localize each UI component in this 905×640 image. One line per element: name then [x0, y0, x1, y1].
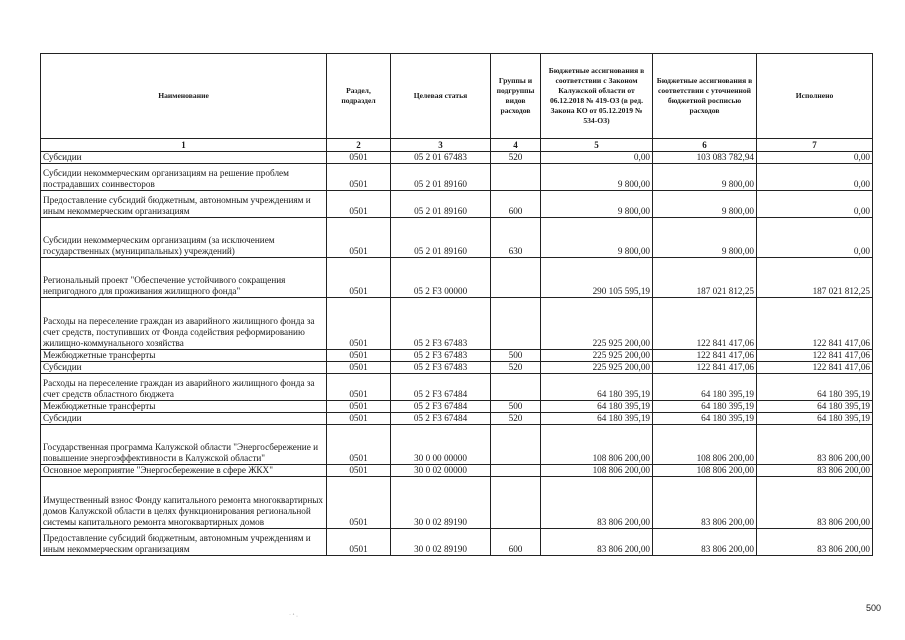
row-name: Имущественный взнос Фонду капитального ремонта многоквартирных домов Калужской области в целях функционирования региональной системы капитального ремонта многоквартирных домов — [41, 477, 327, 529]
row-section: 0501 — [327, 477, 391, 529]
table-row — [41, 164, 873, 191]
row-group: 520 — [491, 413, 541, 425]
header-refined: Бюджетные ассигнования в соответствии с уточненной бюджетной росписью расходов — [653, 54, 757, 139]
row-name: Государственная программа Калужской области "Энергосбережение и повышение энергоэффективности в Калужской области" — [41, 425, 327, 465]
table-row — [41, 413, 873, 425]
row-refined-amount: 187 021 812,25 — [653, 258, 757, 298]
row-law-amount: 9 800,00 — [541, 218, 653, 258]
table-row — [41, 401, 873, 413]
row-section: 0501 — [327, 413, 391, 425]
row-group — [491, 425, 541, 465]
row-section: 0501 — [327, 298, 391, 350]
table-row — [41, 152, 873, 164]
row-refined-amount: 9 800,00 — [653, 218, 757, 258]
row-group — [491, 374, 541, 401]
row-target: 05 2 F3 67484 — [391, 374, 491, 401]
row-executed-amount: 64 180 395,19 — [757, 401, 873, 413]
row-executed-amount: 0,00 — [757, 152, 873, 164]
table-row — [41, 218, 873, 258]
row-executed-amount: 83 806 200,00 — [757, 529, 873, 556]
row-refined-amount: 103 083 782,94 — [653, 152, 757, 164]
row-target: 30 0 02 89190 — [391, 477, 491, 529]
row-target: 05 2 01 89160 — [391, 218, 491, 258]
row-target: 05 2 F3 67483 — [391, 362, 491, 374]
row-law-amount: 64 180 395,19 — [541, 374, 653, 401]
budget-table — [40, 53, 873, 556]
page-number: 500 — [866, 603, 882, 613]
row-target: 30 0 00 00000 — [391, 425, 491, 465]
row-name: Субсидии некоммерческим организациям на решение проблем пострадавших соинвесторов — [41, 164, 327, 191]
row-name: Предоставление субсидий бюджетным, автономным учреждениям и иным некоммерческим организациям — [41, 529, 327, 556]
row-name: Основное мероприятие "Энергосбережение в сфере ЖКХ" — [41, 465, 327, 477]
row-refined-amount: 83 806 200,00 — [653, 477, 757, 529]
row-section: 0501 — [327, 152, 391, 164]
header-law: Бюджетные ассигнования в соответствии с Законом Калужской области от 06.12.2018 № 419-ОЗ (в ред. Закона КО от 05.12.2019 № 534-ОЗ) — [541, 54, 653, 139]
row-executed-amount: 0,00 — [757, 191, 873, 218]
scan-artifact: ˙ ˚ · — [289, 614, 298, 620]
row-name: Субсидии — [41, 413, 327, 425]
row-group: 630 — [491, 218, 541, 258]
row-refined-amount: 9 800,00 — [653, 191, 757, 218]
row-section: 0501 — [327, 425, 391, 465]
budget-sheet — [40, 53, 872, 556]
row-group — [491, 164, 541, 191]
row-law-amount: 225 925 200,00 — [541, 362, 653, 374]
row-refined-amount: 9 800,00 — [653, 164, 757, 191]
row-law-amount: 64 180 395,19 — [541, 401, 653, 413]
header-executed: Исполнено — [757, 54, 873, 139]
column-number-row — [41, 139, 873, 152]
row-refined-amount: 64 180 395,19 — [653, 374, 757, 401]
table-row — [41, 258, 873, 298]
header-name: Наименование — [41, 54, 327, 139]
row-name: Расходы на переселение граждан из аварийного жилищного фонда за счет средств областного бюджета — [41, 374, 327, 401]
column-number: 2 — [327, 139, 391, 152]
row-executed-amount: 187 021 812,25 — [757, 258, 873, 298]
row-group: 600 — [491, 529, 541, 556]
row-name: Субсидии — [41, 362, 327, 374]
row-refined-amount: 108 806 200,00 — [653, 465, 757, 477]
row-law-amount: 108 806 200,00 — [541, 425, 653, 465]
row-section: 0501 — [327, 350, 391, 362]
row-name: Субсидии некоммерческим организациям (за исключением государственных (муниципальных) учреждений) — [41, 218, 327, 258]
row-section: 0501 — [327, 374, 391, 401]
row-executed-amount: 122 841 417,06 — [757, 298, 873, 350]
row-executed-amount: 83 806 200,00 — [757, 425, 873, 465]
row-executed-amount: 64 180 395,19 — [757, 374, 873, 401]
row-executed-amount: 0,00 — [757, 218, 873, 258]
table-row — [41, 465, 873, 477]
row-target: 05 2 F3 67484 — [391, 413, 491, 425]
row-section: 0501 — [327, 401, 391, 413]
row-target: 05 2 F3 67484 — [391, 401, 491, 413]
row-name: Региональный проект "Обеспечение устойчивого сокращения непригодного для проживания жилищного фонда" — [41, 258, 327, 298]
row-law-amount: 225 925 200,00 — [541, 298, 653, 350]
table-row — [41, 374, 873, 401]
header-section: Раздел, подраздел — [327, 54, 391, 139]
row-law-amount: 290 105 595,19 — [541, 258, 653, 298]
row-group — [491, 477, 541, 529]
row-section: 0501 — [327, 218, 391, 258]
row-group — [491, 298, 541, 350]
row-group: 500 — [491, 350, 541, 362]
row-refined-amount: 64 180 395,19 — [653, 401, 757, 413]
row-refined-amount: 64 180 395,19 — [653, 413, 757, 425]
row-law-amount: 9 800,00 — [541, 164, 653, 191]
row-law-amount: 9 800,00 — [541, 191, 653, 218]
row-executed-amount: 83 806 200,00 — [757, 477, 873, 529]
table-row — [41, 425, 873, 465]
row-target: 05 2 F3 00000 — [391, 258, 491, 298]
row-section: 0501 — [327, 258, 391, 298]
row-section: 0501 — [327, 529, 391, 556]
column-number: 6 — [653, 139, 757, 152]
row-target: 05 2 F3 67483 — [391, 350, 491, 362]
row-refined-amount: 83 806 200,00 — [653, 529, 757, 556]
row-executed-amount: 0,00 — [757, 164, 873, 191]
row-target: 05 2 01 89160 — [391, 191, 491, 218]
table-row — [41, 191, 873, 218]
row-law-amount: 225 925 200,00 — [541, 350, 653, 362]
row-name: Предоставление субсидий бюджетным, автономным учреждениям и иным некоммерческим организациям — [41, 191, 327, 218]
row-name: Расходы на переселение граждан из аварийного жилищного фонда за счет средств, поступивших от Фонда содействия реформированию жилищно-коммунального хозяйства — [41, 298, 327, 350]
row-group: 500 — [491, 401, 541, 413]
row-name: Межбюджетные трансферты — [41, 401, 327, 413]
row-law-amount: 108 806 200,00 — [541, 465, 653, 477]
table-row — [41, 477, 873, 529]
row-group — [491, 258, 541, 298]
row-section: 0501 — [327, 164, 391, 191]
row-executed-amount: 64 180 395,19 — [757, 413, 873, 425]
row-group: 520 — [491, 362, 541, 374]
header-groups: Группы и подгруппы видов расходов — [491, 54, 541, 139]
row-law-amount: 0,00 — [541, 152, 653, 164]
table-row — [41, 350, 873, 362]
row-target: 30 0 02 00000 — [391, 465, 491, 477]
row-executed-amount: 122 841 417,06 — [757, 350, 873, 362]
row-law-amount: 83 806 200,00 — [541, 477, 653, 529]
column-number: 1 — [41, 139, 327, 152]
table-row — [41, 529, 873, 556]
row-executed-amount: 83 806 200,00 — [757, 465, 873, 477]
row-section: 0501 — [327, 362, 391, 374]
row-target: 05 2 01 67483 — [391, 152, 491, 164]
column-number: 4 — [491, 139, 541, 152]
row-target: 05 2 01 89160 — [391, 164, 491, 191]
row-target: 05 2 F3 67483 — [391, 298, 491, 350]
row-law-amount: 83 806 200,00 — [541, 529, 653, 556]
row-law-amount: 64 180 395,19 — [541, 413, 653, 425]
column-number: 7 — [757, 139, 873, 152]
header-target: Целевая статья — [391, 54, 491, 139]
row-name: Субсидии — [41, 152, 327, 164]
row-section: 0501 — [327, 191, 391, 218]
row-refined-amount: 122 841 417,06 — [653, 350, 757, 362]
row-executed-amount: 122 841 417,06 — [757, 362, 873, 374]
row-target: 30 0 02 89190 — [391, 529, 491, 556]
table-row — [41, 362, 873, 374]
column-number: 3 — [391, 139, 491, 152]
row-group: 600 — [491, 191, 541, 218]
row-refined-amount: 122 841 417,06 — [653, 298, 757, 350]
table-header-row — [41, 54, 873, 139]
table-row — [41, 298, 873, 350]
row-refined-amount: 122 841 417,06 — [653, 362, 757, 374]
row-section: 0501 — [327, 465, 391, 477]
column-number: 5 — [541, 139, 653, 152]
row-group — [491, 465, 541, 477]
row-name: Межбюджетные трансферты — [41, 350, 327, 362]
row-group: 520 — [491, 152, 541, 164]
row-refined-amount: 108 806 200,00 — [653, 425, 757, 465]
